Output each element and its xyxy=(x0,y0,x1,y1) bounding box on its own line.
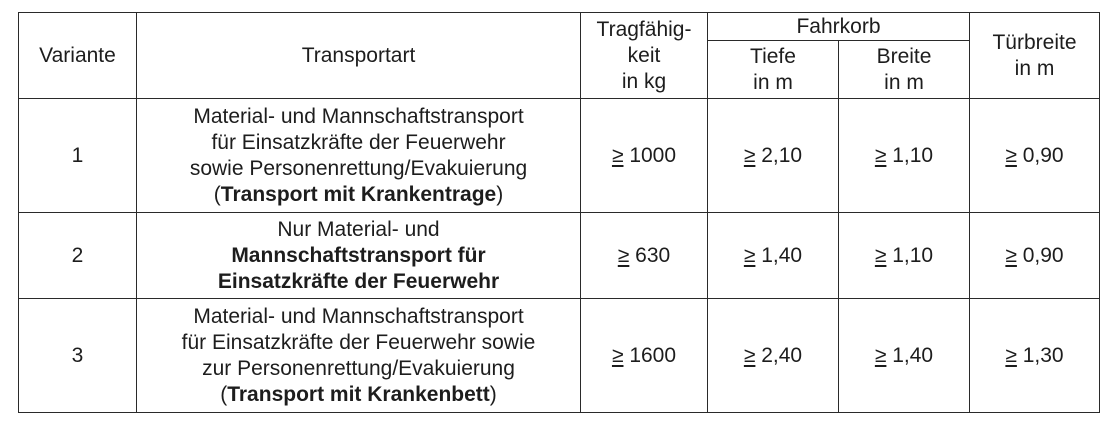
header-breite-line: Breite xyxy=(876,44,932,68)
paren-close: ) xyxy=(496,182,504,206)
header-tuerbreite xyxy=(970,13,1100,99)
transport-line xyxy=(137,182,580,208)
transport-bold-text: Transport mit Krankenbett xyxy=(227,382,490,406)
value: 630 xyxy=(629,243,671,267)
value: 1,10 xyxy=(886,143,934,167)
header-tragfaehigkeit-line: keit xyxy=(627,43,661,67)
value: 1000 xyxy=(623,143,677,167)
cell-tuerbreite xyxy=(970,213,1100,299)
header-breite-line: in m xyxy=(884,70,924,94)
cell-breite xyxy=(839,99,970,213)
transport-line: zur Personenrettung/Evakuierung xyxy=(202,356,515,380)
requirements-table xyxy=(18,12,1100,413)
table-container xyxy=(18,12,1100,413)
value: 1,10 xyxy=(886,243,934,267)
cell-breite xyxy=(839,299,970,413)
header-tragfaehigkeit-line: in kg xyxy=(621,69,667,93)
header-tiefe-line: Tiefe xyxy=(750,44,796,68)
header-tragfaehigkeit xyxy=(581,13,708,99)
cell-tuerbreite xyxy=(970,299,1100,413)
transport-line: Nur Material- und xyxy=(277,217,440,241)
value: 1,30 xyxy=(1016,343,1064,367)
cell-tuerbreite xyxy=(970,99,1100,213)
header-breite xyxy=(839,41,970,99)
cell-transportart xyxy=(137,299,581,413)
ge-symbol: ≥ xyxy=(743,243,756,267)
ge-symbol: ≥ xyxy=(874,343,887,367)
ge-symbol: ≥ xyxy=(743,343,756,367)
cell-tiefe xyxy=(708,299,839,413)
cell-transportart xyxy=(137,99,581,213)
transport-line: für Einsatzkräfte der Feuerwehr sowie xyxy=(181,330,536,354)
transport-line xyxy=(137,382,580,408)
paren-open: ( xyxy=(213,182,221,206)
cell-variante: 3 xyxy=(19,299,137,413)
table-row xyxy=(19,213,1100,299)
value: 1,40 xyxy=(755,243,803,267)
header-tragfaehigkeit-line: Tragfähig- xyxy=(596,17,692,41)
table-row xyxy=(19,299,1100,413)
cell-tragfaehigkeit xyxy=(581,299,708,413)
cell-variante: 1 xyxy=(19,99,137,213)
header-fahrkorb: Fahrkorb xyxy=(708,13,970,41)
ge-symbol: ≥ xyxy=(611,143,624,167)
paren-close: ) xyxy=(489,382,497,406)
header-tiefe xyxy=(708,41,839,99)
ge-symbol: ≥ xyxy=(611,343,624,367)
header-variante: Variante xyxy=(19,13,137,99)
table-row xyxy=(19,99,1100,213)
header-row-top xyxy=(19,13,1100,41)
ge-symbol: ≥ xyxy=(1005,143,1017,167)
value: 2,40 xyxy=(755,343,803,367)
transport-line: Material- und Mannschaftstransport xyxy=(193,304,524,328)
cell-variante: 2 xyxy=(19,213,137,299)
cell-transportart xyxy=(137,213,581,299)
cell-tragfaehigkeit xyxy=(581,213,708,299)
value: 0,90 xyxy=(1016,143,1064,167)
transport-line: Material- und Mannschaftstransport xyxy=(193,104,524,128)
transport-bold-text: Transport mit Krankentrage xyxy=(220,182,497,206)
cell-breite xyxy=(839,213,970,299)
ge-symbol: ≥ xyxy=(874,143,887,167)
value: 1,40 xyxy=(886,343,934,367)
header-tiefe-line: in m xyxy=(753,70,793,94)
ge-symbol: ≥ xyxy=(617,243,630,267)
value: 1600 xyxy=(623,343,677,367)
transport-line: für Einsatzkräfte der Feuerwehr xyxy=(211,130,506,154)
cell-tiefe xyxy=(708,99,839,213)
cell-tragfaehigkeit xyxy=(581,99,708,213)
cell-tiefe xyxy=(708,213,839,299)
paren-open: ( xyxy=(220,382,228,406)
transport-line: sowie Personenrettung/Evakuierung xyxy=(189,156,528,180)
ge-symbol: ≥ xyxy=(1005,343,1017,367)
transport-bold-line: Mannschaftstransport für xyxy=(231,243,486,267)
header-tuerbreite-line: Türbreite xyxy=(992,30,1077,54)
value: 0,90 xyxy=(1016,243,1064,267)
ge-symbol: ≥ xyxy=(874,243,887,267)
header-tuerbreite-line: in m xyxy=(1014,56,1055,80)
header-transportart: Transportart xyxy=(137,13,581,99)
transport-bold-line: Einsatzkräfte der Feuerwehr xyxy=(217,269,500,293)
value: 2,10 xyxy=(755,143,803,167)
ge-symbol: ≥ xyxy=(1005,243,1017,267)
ge-symbol: ≥ xyxy=(743,143,756,167)
